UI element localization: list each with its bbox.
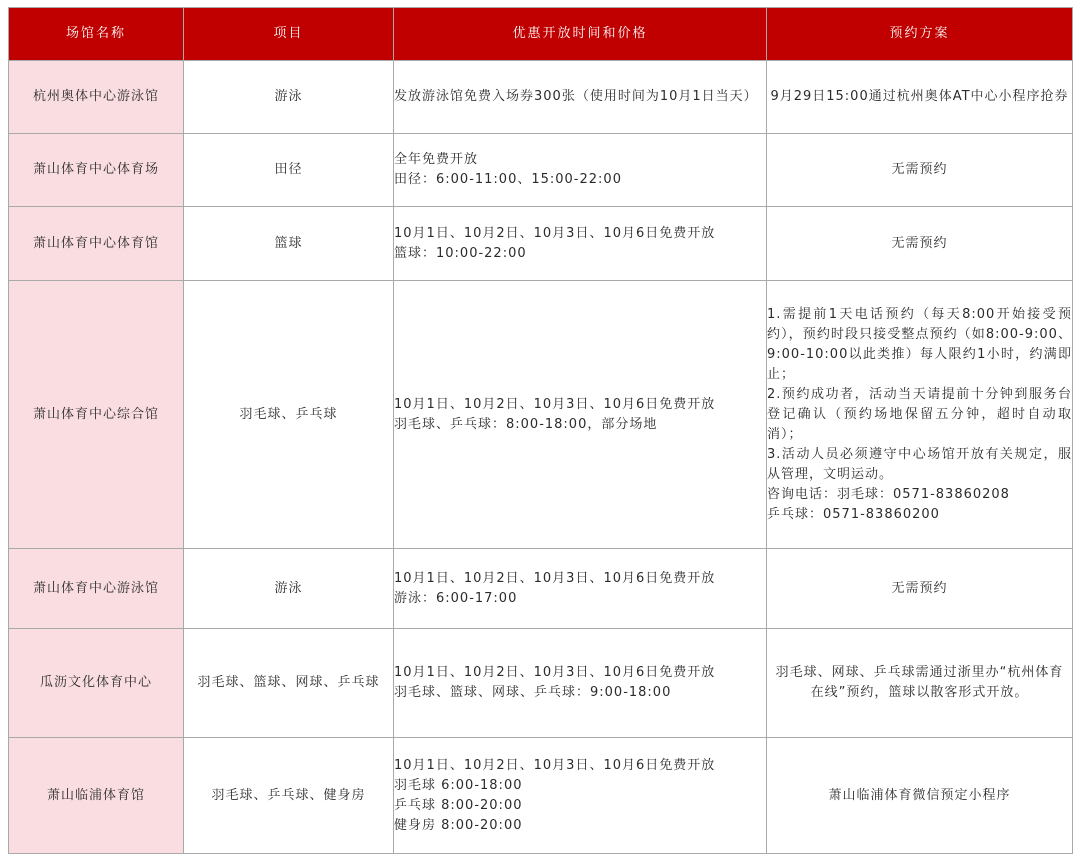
schedule-line: 10月1日、10月2日、10月3日、10月6日免费开放 [394, 225, 716, 241]
venue-name: 萧山体育中心体育馆 [9, 207, 184, 281]
venue-name: 萧山体育中心游泳馆 [9, 549, 184, 629]
booking-cell [767, 629, 1073, 738]
schedule-cell [394, 629, 767, 738]
contact-phone-pingpong: 乒乓球：0571-83860200 [767, 506, 940, 522]
venue-name: 萧山体育中心体育场 [9, 134, 184, 207]
booking-line: 无需预约 [891, 235, 948, 251]
schedule-line: 10月1日、10月2日、10月3日、10月6日免费开放 [394, 570, 716, 586]
table-header-row [9, 8, 1073, 61]
schedule-cell [394, 207, 767, 281]
sport-cell: 羽毛球、乒乓球 [184, 281, 394, 549]
schedule-line: 篮球：10:00-22:00 [394, 245, 527, 261]
table-row [9, 61, 1073, 134]
booking-cell [767, 134, 1073, 207]
sport-cell: 篮球 [184, 207, 394, 281]
schedule-line: 羽毛球、乒乓球：8:00-18:00，部分场地 [394, 416, 658, 432]
schedule-cell [394, 549, 767, 629]
booking-rule-3: 3.活动人员必须遵守中心场馆开放有关规定，服从管理，文明运动。 [767, 446, 1072, 482]
schedule-line: 10月1日、10月2日、10月3日、10月6日免费开放 [394, 396, 716, 412]
booking-cell [767, 549, 1073, 629]
header-schedule: 优惠开放时间和价格 [394, 8, 767, 61]
sport-cell: 羽毛球、乒乓球、健身房 [184, 738, 394, 854]
booking-cell [767, 207, 1073, 281]
schedule-line: 10月1日、10月2日、10月3日、10月6日免费开放 [394, 665, 716, 680]
booking-line: 无需预约 [891, 162, 948, 177]
contact-phone-badminton: 咨询电话：羽毛球：0571-83860208 [767, 486, 1010, 502]
schedule-line: 10月1日、10月2日、10月3日、10月6日免费开放 [394, 757, 716, 773]
booking-line: 羽毛球、网球、乒乓球需通过浙里办“杭州体育在线”预约，篮球以散客形式开放。 [775, 665, 1064, 700]
schedule-cell [394, 134, 767, 207]
table-row [9, 207, 1073, 281]
booking-line: 无需预约 [891, 580, 948, 596]
table-row [9, 738, 1073, 854]
booking-rule-2: 2.预约成功者，活动当天请提前十分钟到服务台登记确认（预约场地保留五分钟，超时自动取消）； [767, 386, 1072, 442]
booking-cell [767, 61, 1073, 134]
header-sport: 项目 [184, 8, 394, 61]
schedule-cell [394, 61, 767, 134]
table-row [9, 629, 1073, 738]
booking-cell [767, 281, 1073, 549]
schedule-line: 游泳：6:00-17:00 [394, 590, 518, 606]
schedule-line: 全年免费开放 [394, 152, 479, 167]
schedule-line: 田径：6:00-11:00、15:00-22:00 [394, 172, 622, 187]
venue-name: 杭州奥体中心游泳馆 [9, 61, 184, 134]
venue-name: 瓜沥文化体育中心 [9, 629, 184, 738]
sport-cell: 游泳 [184, 549, 394, 629]
sport-cell: 田径 [184, 134, 394, 207]
schedule-line: 健身房 8:00-20:00 [394, 817, 523, 833]
schedule-line: 羽毛球、篮球、网球、乒乓球：9:00-18:00 [394, 685, 672, 700]
schedule-cell [394, 738, 767, 854]
venue-name: 萧山体育中心综合馆 [9, 281, 184, 549]
schedule-line: 羽毛球 6:00-18:00 [394, 777, 523, 793]
schedule-line: 发放游泳馆免费入场券300张（使用时间为10月1日当天） [394, 89, 758, 104]
sport-cell: 游泳 [184, 61, 394, 134]
booking-line: 萧山临浦体育微信预定小程序 [828, 787, 1011, 803]
table-row [9, 134, 1073, 207]
schedule-line: 乒乓球 8:00-20:00 [394, 797, 523, 813]
table-row [9, 281, 1073, 549]
table-row [9, 549, 1073, 629]
venue-table [8, 7, 1073, 854]
header-venue: 场馆名称 [9, 8, 184, 61]
booking-cell [767, 738, 1073, 854]
booking-rule-1: 1.需提前1天电话预约（每天8:00开始接受预约），预约时段只接受整点预约（如8:00-9:00、9:00-10:00以此类推）每人限约1小时，约满即止； [767, 306, 1072, 382]
schedule-cell [394, 281, 767, 549]
sport-cell: 羽毛球、篮球、网球、乒乓球 [184, 629, 394, 738]
header-booking: 预约方案 [767, 8, 1073, 61]
booking-line: 9月29日15:00通过杭州奥体AT中心小程序抢券 [770, 89, 1069, 104]
venue-name: 萧山临浦体育馆 [9, 738, 184, 854]
